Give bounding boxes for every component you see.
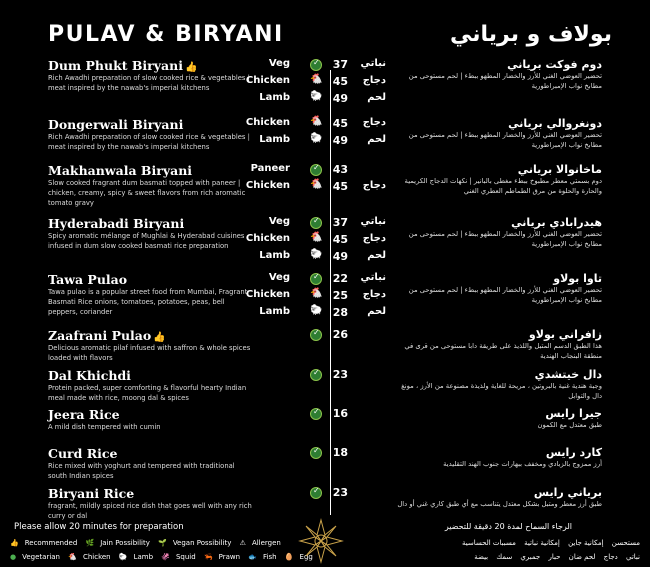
variant-label-arabic: دجاج — [362, 289, 386, 300]
price: 22 — [332, 272, 348, 285]
chicken-icon — [310, 181, 322, 193]
price-row — [0, 180, 650, 195]
price-row — [0, 306, 650, 321]
item-description: Rice mixed with yoghurt and tempered with traditional south Indian spices — [48, 462, 235, 480]
item-name-text: Dongerwali Biryani — [48, 117, 184, 132]
legend-vegan: Vegan Possibility — [172, 539, 232, 547]
legend-egg: Egg — [299, 553, 313, 561]
legend-prawn: Prawn — [218, 553, 241, 561]
legend-lamb: Lamb — [133, 553, 154, 561]
variant-label: Veg — [268, 58, 290, 69]
page-title: PULAV & BIRYANI — [48, 22, 284, 47]
item-name-text: Hyderabadi Biryani — [48, 216, 185, 231]
jain-icon: 🌿 — [85, 539, 95, 547]
legend-allergen: Allergen — [251, 539, 281, 547]
legend-recommended: Recommended — [24, 539, 78, 547]
variant-label: Chicken — [245, 180, 290, 191]
item-description-arabic: تحضير العوضي الغني للأرز والخضار المطهو ببطء | لحم مستوحى من مطابخ نواب الإمبراطورية — [408, 230, 602, 248]
item-description-arabic: تحضير العوضي الغني للأرز والخضار المطهو ببطء | لحم مستوحى من مطابخ نواب الإمبراطورية — [408, 131, 602, 149]
legend-egg-ar: بيضة — [474, 553, 489, 561]
variant-label-arabic: دجاج — [362, 75, 386, 86]
legend-recommended-ar: مستحسن — [611, 539, 640, 547]
variant-label-arabic: نباتي — [360, 216, 386, 227]
price: 16 — [332, 407, 348, 420]
price-row — [0, 446, 650, 461]
item-description: Slow cooked fragrant dum basmati topped with paneer | chicken, creamy, spicy & sweet flavors from rich aromatic tomato gravy — [48, 179, 246, 207]
variant-label: Chicken — [245, 117, 290, 128]
price-row — [0, 289, 650, 304]
legend-fish-ar: سمك — [496, 553, 513, 561]
variant-label-arabic: لحم — [367, 92, 386, 103]
variant-label: Chicken — [245, 289, 290, 300]
variant-label-arabic: دجاج — [362, 117, 386, 128]
variant-label-arabic: دجاج — [362, 233, 386, 244]
variant-label-arabic: لحم — [367, 250, 386, 261]
price-row — [0, 328, 650, 343]
price: 49 — [332, 250, 348, 263]
variant-label: Lamb — [259, 306, 290, 317]
legend-jain-ar: إمكانية جاين — [568, 539, 604, 547]
legend-row-2 — [10, 553, 313, 561]
recommended-icon: 👍 — [184, 62, 198, 73]
restaurant-emblem-icon — [298, 518, 344, 564]
item-description: Spicy aromatic mélange of Mughlai & Hyderabad cuisines infused in dum slow cooked basmati rice preparation — [48, 232, 245, 250]
legend-chicken: Chicken — [82, 553, 111, 561]
item-description: Delicious aromatic pilaf infused with saffron & whole spices loaded with flavors — [48, 344, 251, 362]
price: 28 — [332, 306, 348, 319]
chicken-icon — [310, 290, 322, 302]
item-description: Rich Awadhi preparation of slow cooked rice & vegetables | meat inspired by the nawab's imperial kitchens — [48, 133, 250, 151]
legend-row-2-arabic — [360, 553, 640, 561]
variant-label: Chicken — [245, 75, 290, 86]
item-name-text: Jeera Rice — [48, 407, 120, 422]
price: 23 — [332, 486, 348, 499]
veg-icon — [310, 487, 322, 499]
paneer-icon — [310, 164, 322, 176]
legend-vegan-ar: إمكانية نباتية — [524, 539, 560, 547]
item-name-text: Dum Phukt Biryani — [48, 58, 183, 73]
chicken-icon — [310, 76, 322, 88]
price-row — [0, 233, 650, 248]
squid-icon: 🦑 — [161, 553, 170, 561]
vegetarian-icon: ● — [10, 553, 17, 561]
variant-label-arabic: لحم — [367, 134, 386, 145]
item-description: Rich Awadhi preparation of slow cooked rice & vegetables | meat inspired by the nawab's imperial kitchens — [48, 74, 250, 92]
lamb-icon: 🐑 — [118, 553, 128, 561]
legend-squid-ar: حبار — [548, 553, 561, 561]
item-name-arabic: كارد رايس — [545, 446, 602, 459]
price: 18 — [332, 446, 348, 459]
item-description-arabic: طبق معتدل مع الكمون — [537, 421, 602, 429]
variant-label: Lamb — [259, 250, 290, 261]
price-row — [0, 216, 650, 231]
item-description: fragrant, mildly spiced rice dish that goes well with any rich curry or dal — [48, 502, 252, 520]
item-name-arabic: دوم فوكت برياني — [507, 58, 602, 71]
legend-row-1 — [10, 539, 281, 547]
price: 49 — [332, 92, 348, 105]
item-name-arabic: جيرا رايس — [545, 407, 602, 420]
lamb-icon — [310, 251, 322, 263]
item-description-arabic: وجبة هندية غنية بالبروتين ، مريحة للغاية ولذيذة مصنوعة من الأرز ، مونغ دال والتوابل — [401, 382, 602, 400]
item-description: A mild dish tempered with cumin — [48, 423, 161, 431]
price-row — [0, 250, 650, 265]
legend-lamb-ar: لحم ضان — [568, 553, 596, 561]
price: 26 — [332, 328, 348, 341]
legend-chicken-ar: دجاج — [603, 553, 618, 561]
item-description-arabic: هذا الطبق الدسم المتبل واللذيذ على طريقة دابا مستوحى من قرى في منطقة البنجاب الهندية — [404, 342, 602, 360]
legend-prawn-ar: جمبري — [520, 553, 541, 561]
item-name-text: Dal Khichdi — [48, 368, 131, 383]
fish-icon: 🐟 — [248, 553, 258, 561]
legend-row-1-arabic — [360, 539, 640, 547]
price: 45 — [332, 180, 348, 193]
price: 23 — [332, 368, 348, 381]
price-row — [0, 407, 650, 422]
price-row — [0, 58, 650, 73]
legend-allergen-ar: مسببات الحساسية — [462, 539, 516, 547]
item-description-arabic: تحضير العوضي الغني للأرز والخضار المطهو ببطء | لحم مستوحى من مطابخ نواب الإمبراطورية — [408, 286, 602, 304]
price-row — [0, 486, 650, 501]
price-row — [0, 272, 650, 287]
page-title-arabic: بولاف و برياني — [450, 22, 612, 47]
price-row — [0, 75, 650, 90]
item-name-arabic: برياني رايس — [533, 486, 602, 499]
vegan-icon: 🌱 — [158, 539, 167, 547]
item-name-text: Tawa Pulao — [48, 272, 128, 287]
variant-label-arabic: دجاج — [362, 180, 386, 191]
price-row — [0, 92, 650, 107]
item-description-arabic: أرز ممزوج بالزبادي ومخفف ببهارات جنوب الهند التقليدية — [443, 460, 602, 468]
legend-fish: Fish — [263, 553, 277, 561]
price: 49 — [332, 134, 348, 147]
lamb-icon — [310, 307, 322, 319]
prep-note: Please allow 20 minutes for preparation — [14, 522, 184, 532]
veg-icon — [310, 408, 322, 420]
price: 37 — [332, 216, 348, 229]
price-row — [0, 163, 650, 178]
item-description-arabic: تحضير العوضي الغني للأرز والخضار المطهو ببطء | لحم مستوحى من مطابخ نواب الإمبراطورية — [408, 72, 602, 90]
veg-icon — [310, 217, 322, 229]
item-description: Tawa pulao is a popular street food from Mumbai, Fragrant Basmati Rice onions, tomatoes, potatoes, peas, bell peppers, coriander — [48, 288, 248, 316]
variant-label-arabic: لحم — [367, 306, 386, 317]
price: 45 — [332, 75, 348, 88]
item-name-text: Makhanwala Biryani — [48, 163, 193, 178]
variant-label: Veg — [268, 216, 290, 227]
price-row — [0, 134, 650, 149]
item-name-text: Biryani Rice — [48, 486, 135, 501]
legend-vegetarian: Vegetarian — [22, 553, 60, 561]
item-name-text: Curd Rice — [48, 446, 118, 461]
chicken-icon — [310, 118, 322, 130]
recommended-icon: 👍 — [10, 539, 19, 547]
legend-squid: Squid — [175, 553, 196, 561]
veg-icon — [310, 369, 322, 381]
chicken-icon: 🐔 — [68, 553, 77, 561]
prep-note-arabic: الرجاء السماح لمدة 20 دقيقة للتحضير — [444, 522, 572, 531]
item-name-arabic: تاوا بولاو — [553, 272, 602, 285]
variant-label: Lamb — [259, 92, 290, 103]
price-row — [0, 117, 650, 132]
item-name-arabic: دونغروالي برياني — [508, 117, 602, 130]
lamb-icon — [310, 93, 322, 105]
variant-label: Paneer — [250, 163, 290, 174]
item-description-arabic: دوم بسمتي معطر مطبوخ ببطء مغطى بالبانير | نكهات الدجاج الكريمية والحارة والحلوة من مرق الطماطم العطري الغني — [404, 177, 602, 195]
variant-label: Lamb — [259, 134, 290, 145]
variant-label: Chicken — [245, 233, 290, 244]
price: 45 — [332, 233, 348, 246]
item-description: Protein packed, super comforting & flavorful hearty Indian meal made with rice, moong dal & spices — [48, 384, 247, 402]
veg-icon — [310, 59, 322, 71]
lamb-icon — [310, 135, 322, 147]
allergen-icon: ⚠ — [239, 539, 246, 547]
veg-icon — [310, 329, 322, 341]
egg-icon: 🥚 — [284, 553, 294, 561]
variant-label-arabic: نباتي — [360, 272, 386, 283]
item-name-arabic: زافراني بولاو — [528, 328, 602, 341]
prawn-icon: 🦐 — [203, 553, 213, 561]
recommended-icon: 👍 — [153, 332, 166, 343]
price: 43 — [332, 163, 348, 176]
item-name-arabic: هيدرابادي برياني — [511, 216, 602, 229]
variant-label: Veg — [268, 272, 290, 283]
item-name-text: Zaafrani Pulao — [48, 328, 152, 343]
veg-icon — [310, 447, 322, 459]
price: 25 — [332, 289, 348, 302]
price: 37 — [332, 58, 348, 71]
item-description-arabic: طبق أرز معطر ومتبل بشكل معتدل يتناسب مع أي طبق كاري غني أو دال — [397, 500, 602, 508]
price-row — [0, 368, 650, 383]
variant-label-arabic: نباتي — [360, 58, 386, 69]
veg-icon — [310, 273, 322, 285]
chicken-icon — [310, 234, 322, 246]
item-name-arabic: ماخانوالا برياني — [517, 163, 602, 176]
legend-vegetarian-ar: نباتي — [626, 553, 640, 561]
price: 45 — [332, 117, 348, 130]
item-name-arabic: دال خيتشدي — [534, 368, 602, 381]
legend-jain: Jain Possibility — [100, 539, 150, 547]
